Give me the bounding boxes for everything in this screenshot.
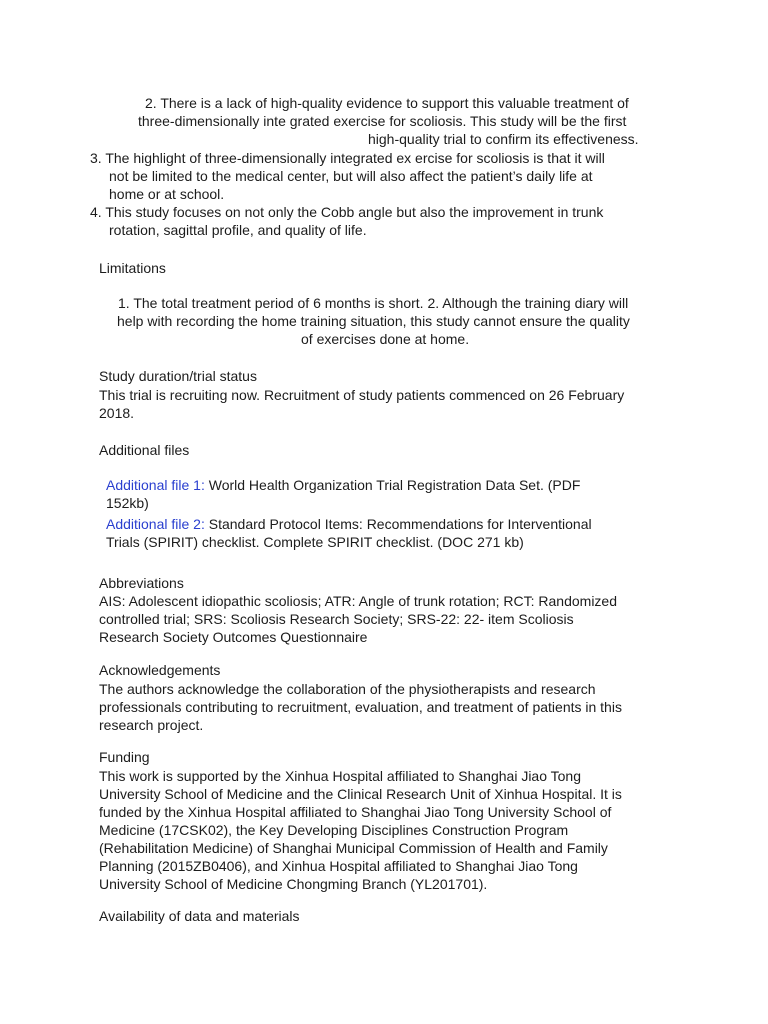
additional-file-1-desc-cont: 152kb) [106, 495, 149, 511]
item3-line1: 3. The highlight of three-dimensionally integrated ex ercise for scoliosis is that it will [90, 150, 605, 166]
acknowledgements-line2: professionals contributing to recruitment, evaluation, and treatment of patients in this [99, 699, 622, 715]
additional-file-2-link[interactable]: Additional file 2: [106, 516, 205, 532]
abbreviations-line2: controlled trial; SRS: Scoliosis Research Society; SRS-22: 22- item Scoliosis [99, 611, 574, 627]
item2-line3: high-quality trial to confirm its effectiveness. [368, 131, 639, 147]
funding-line1: This work is supported by the Xinhua Hospital affiliated to Shanghai Jiao Tong [99, 768, 582, 784]
study-status-line2: 2018. [99, 405, 135, 421]
study-status-heading: Study duration/trial status [99, 368, 257, 384]
acknowledgements-line3: research project. [99, 717, 204, 733]
additional-file-1-link[interactable]: Additional file 1: [106, 477, 205, 493]
additional-files-heading: Additional files [99, 442, 190, 458]
acknowledgements-line1: The authors acknowledge the collaboration of the physiotherapists and research [99, 681, 596, 697]
abbreviations-line1: AIS: Adolescent idiopathic scoliosis; ATR: Angle of trunk rotation; RCT: Randomized [99, 593, 617, 609]
funding-line3: funded by the Xinhua Hospital affiliated to Shanghai Jiao Tong University School of [99, 804, 612, 820]
funding-heading: Funding [99, 749, 150, 765]
additional-file-2-row [106, 515, 592, 533]
item2-line2: three-dimensionally inte grated exercise for scoliosis. This study will be the first [138, 113, 627, 129]
study-status-line1: This trial is recruiting now. Recruitment of study patients commenced on 26 February [99, 387, 625, 403]
item3-line3: home or at school. [109, 186, 225, 202]
funding-line5: (Rehabilitation Medicine) of Shanghai Municipal Commission of Health and Family [99, 840, 608, 856]
item3-line2: not be limited to the medical center, but will also affect the patient’s daily life at [109, 168, 593, 184]
additional-file-2-desc: Standard Protocol Items: Recommendations for Interventional [204, 516, 592, 532]
limitations-heading: Limitations [99, 260, 166, 276]
limitations-line3: of exercises done at home. [301, 331, 470, 347]
funding-line4: Medicine (17CSK02), the Key Developing Disciplines Construction Program [99, 822, 569, 838]
additional-file-1-desc: World Health Organization Trial Registration Data Set. (PDF [204, 477, 581, 493]
availability-heading: Availability of data and materials [99, 908, 300, 924]
item4-line1: 4. This study focuses on not only the Cobb angle but also the improvement in trunk [90, 204, 604, 220]
abbreviations-heading: Abbreviations [99, 575, 184, 591]
item4-line2: rotation, sagittal profile, and quality of life. [109, 222, 367, 238]
additional-file-1-row [106, 476, 580, 494]
limitations-line2: help with recording the home training situation, this study cannot ensure the quality [117, 313, 630, 329]
funding-line7: University School of Medicine Chongming Branch (YL201701). [99, 876, 488, 892]
limitations-line1: 1. The total treatment period of 6 months is short. 2. Although the training diary will [118, 295, 629, 311]
funding-line6: Planning (2015ZB0406), and Xinhua Hospital affiliated to Shanghai Jiao Tong [99, 858, 578, 874]
item2-line1: 2. There is a lack of high-quality evidence to support this valuable treatment of [145, 95, 629, 111]
funding-line2: University School of Medicine and the Clinical Research Unit of Xinhua Hospital. It is [99, 786, 622, 802]
acknowledgements-heading: Acknowledgements [99, 662, 221, 678]
additional-file-2-desc-cont: Trials (SPIRIT) checklist. Complete SPIRIT checklist. (DOC 271 kb) [106, 534, 524, 550]
abbreviations-line3: Research Society Outcomes Questionnaire [99, 629, 368, 645]
